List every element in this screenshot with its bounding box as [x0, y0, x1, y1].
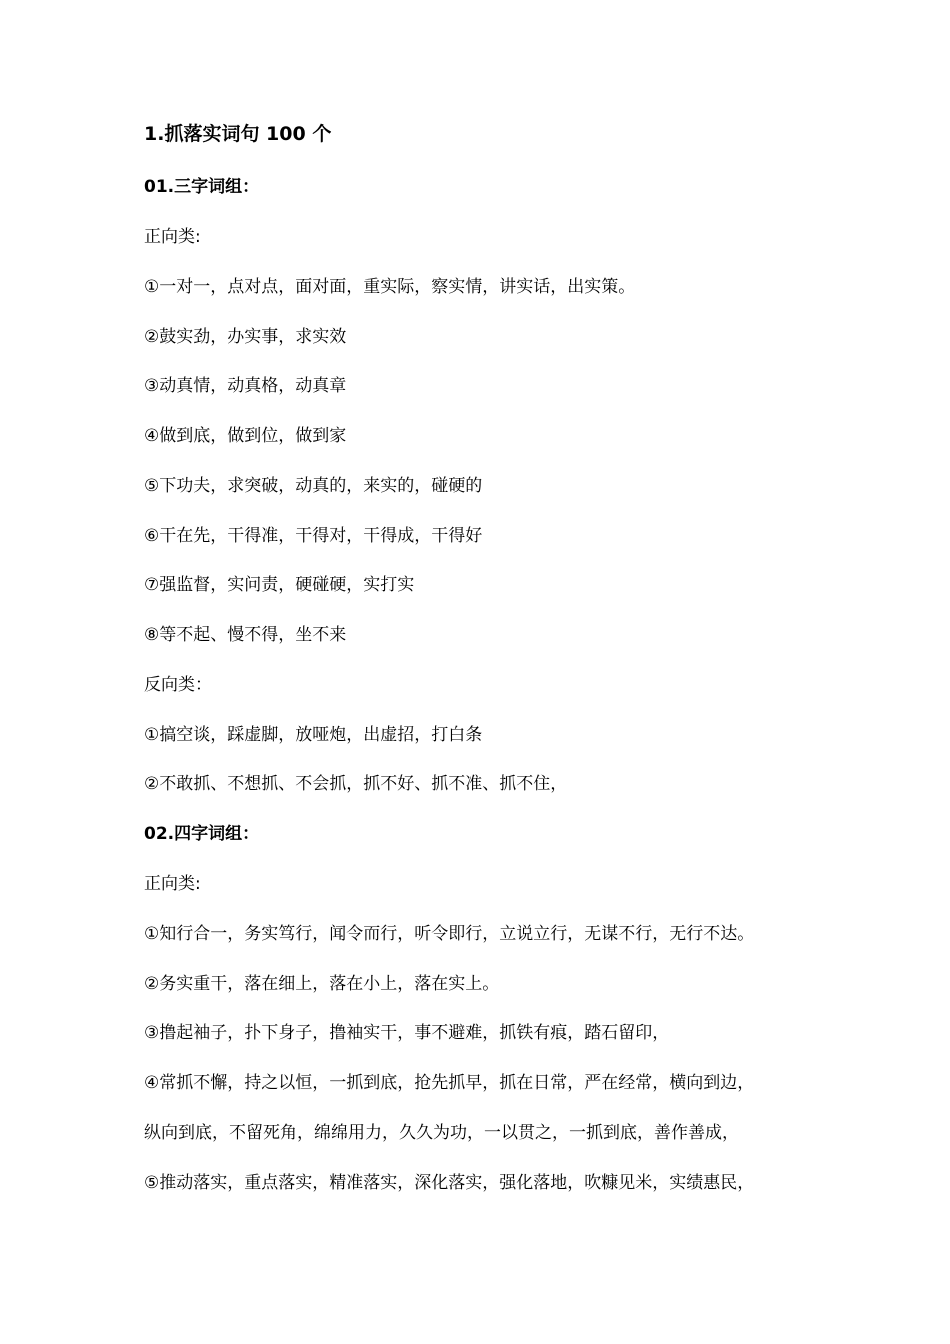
document-title: 1.抓落实词句 100 个: [144, 123, 332, 145]
text-line: 纵向到底，不留死角，绵绵用力，久久为功，一以贯之，一抓到底，善作善成，: [144, 1123, 739, 1143]
text-line: ③撸起袖子，扑下身子，撸袖实干，事不避难，抓铁有痕，踏石留印，: [144, 1023, 670, 1043]
text-line: ①一对一，点对点，面对面，重实际，察实情，讲实话，出实策。: [144, 277, 636, 297]
text-line: ①知行合一，务实笃行，闻令而行，听令即行，立说立行，无谋不行，无行不达。: [144, 924, 755, 944]
text-line: ②务实重干，落在细上，落在小上，落在实上。: [144, 974, 500, 994]
subheading-positive: 正向类:: [144, 874, 201, 894]
text-line: ①搞空谈，踩虚脚，放哑炮，出虚招，打白条: [144, 725, 483, 745]
text-line: ⑥干在先，干得准，干得对，干得成，干得好: [144, 526, 483, 546]
section-heading-four-char: 02.四字词组：: [144, 824, 260, 844]
text-line: ②鼓实劲，办实事，求实效: [144, 327, 347, 347]
subheading-positive: 正向类:: [144, 227, 201, 247]
text-line: ②不敢抓、不想抓、不会抓，抓不好、抓不准、抓不住，: [144, 774, 568, 794]
section-heading-three-char: 01.三字词组：: [144, 177, 260, 197]
text-line: ④常抓不懈，持之以恒，一抓到底，抢先抓早，抓在日常，严在经常，横向到边，: [144, 1073, 755, 1093]
text-line: ⑦强监督，实问责，硬碰硬，实打实: [144, 575, 415, 595]
text-line: ④做到底，做到位，做到家: [144, 426, 347, 446]
text-line: ⑤下功夫，求突破，动真的，来实的，碰硬的: [144, 476, 483, 496]
text-line: ⑧等不起、慢不得，坐不来: [144, 625, 347, 645]
text-line: ③动真情，动真格，动真章: [144, 376, 347, 396]
text-line: ⑤推动落实，重点落实，精准落实，深化落实，强化落地，吹糠见米，实绩惠民，: [144, 1173, 755, 1193]
subheading-negative: 反向类：: [144, 675, 212, 695]
